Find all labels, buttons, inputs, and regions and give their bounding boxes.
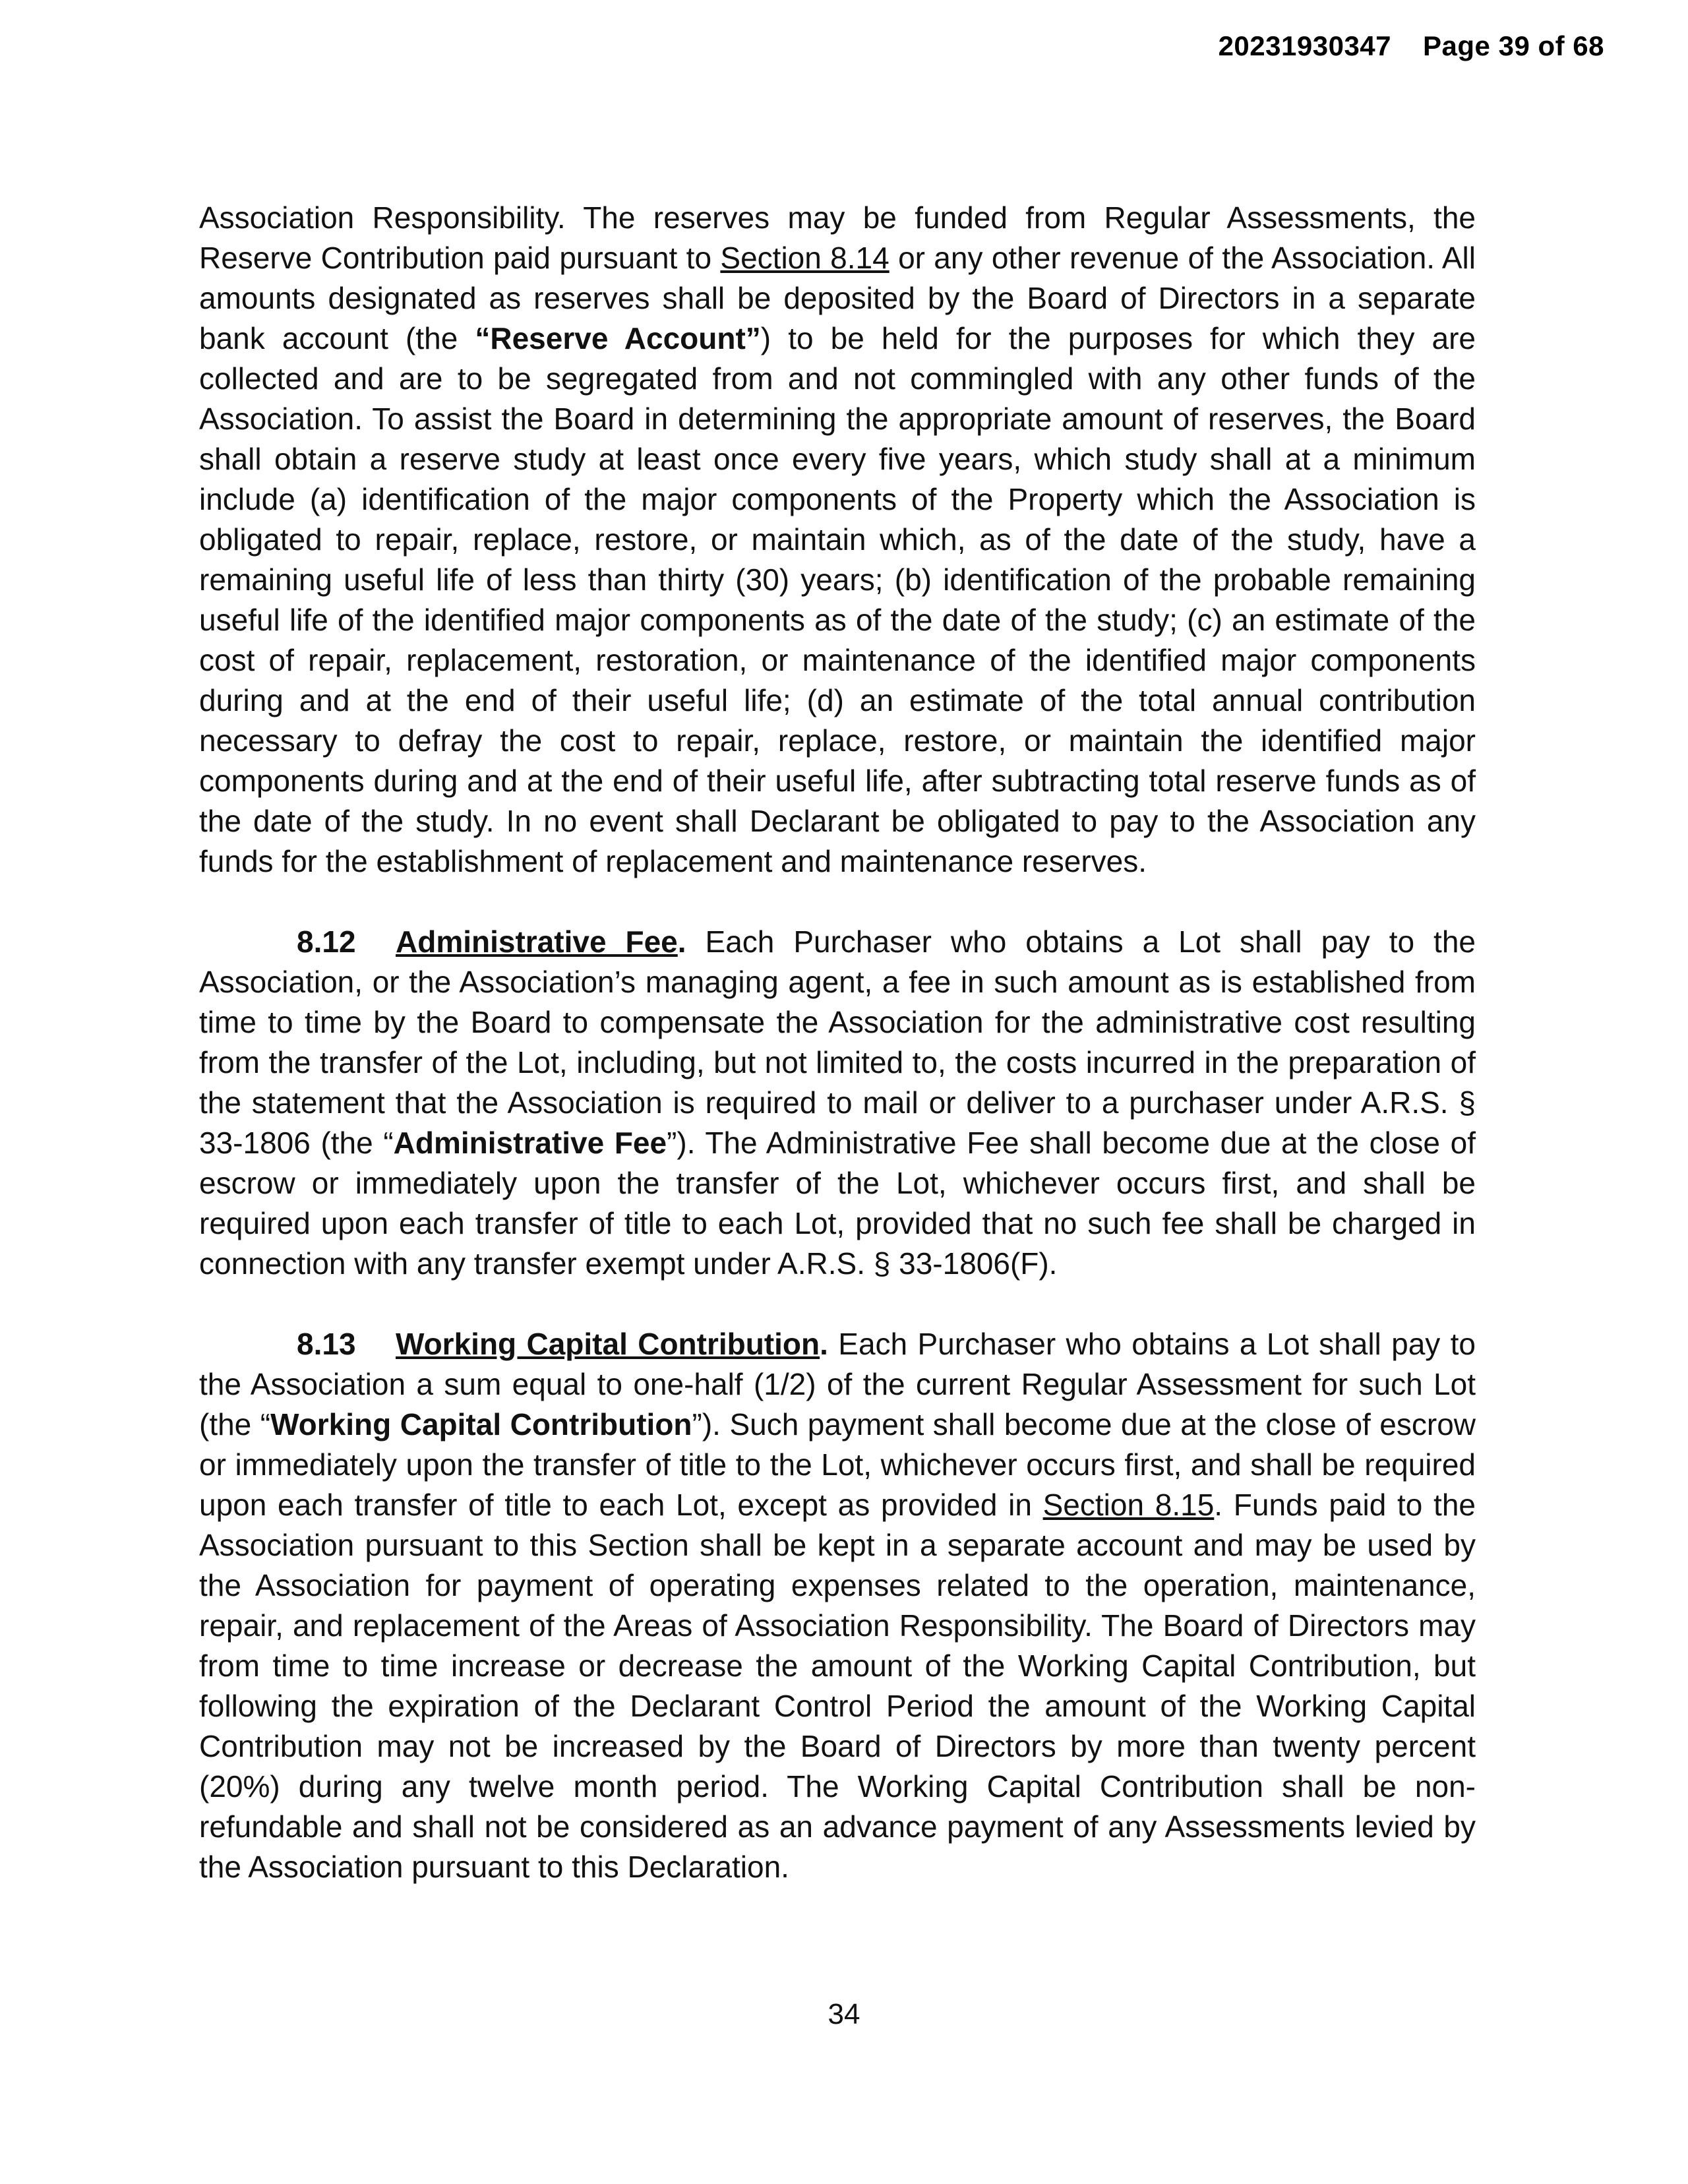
page-header	[1219, 30, 1604, 62]
section-8-13-paragraph	[199, 1324, 1476, 1887]
defined-term: Working Capital Contribution	[270, 1407, 692, 1441]
text-run: ”). The Administrative Fee shall become due at the close of escrow or immediately upon the transfer of the Lot, whichever occurs first, and shall be required upon each transfer of title to each Lot, provided that no such fee shall be charged in connection with any transfer exempt under A.R.S. § 33-1806(F).	[199, 1126, 1476, 1281]
section-title-punct: .	[820, 1327, 828, 1361]
text-run: Each Purchaser who obtains a Lot shall pay to the Association, or the Association’s managing agent, a fee in such amount as is established from time to time by the Board to compensate the Association for the administrative cost resulting from the transfer of the Lot, including, but not limited to, the costs incurred in the preparation of the statement that the Association is required to mail or deliver to a purchaser under A.R.S. § 33-1806 (the “	[199, 925, 1476, 1160]
text-run: . Funds paid to the Association pursuant to this Section shall be kept in a separate account and may be used by the Association for payment of operating expenses related to the operation, maintenance, repair, and replacement of the Areas of Association Responsibility. The Board of Directors may from time to time increase or decrease the amount of the Working Capital Contribution, but following the expiration of the Declarant Control Period the amount of the Working Capital Contribution may not be increased by the Board of Directors by more than twenty percent (20%) during any twelve month period. The Working Capital Contribution shall be non-refundable and shall not be considered as an advance payment of any Assessments levied by the Association pursuant to this Declaration.	[199, 1488, 1476, 1884]
paragraph-reserves-continued	[199, 198, 1476, 882]
document-number: 20231930347	[1218, 30, 1392, 61]
section-8-12-paragraph	[199, 922, 1476, 1284]
page-count-label: Page 39 of 68	[1423, 30, 1604, 61]
section-reference-link[interactable]: Section 8.14	[720, 241, 889, 275]
section-title-punct: .	[677, 925, 686, 959]
text-run: Association Responsibility. The reserves may be funded from Regular Assessments, the Reserve Contribution paid pursuant to	[199, 200, 1476, 275]
document-body	[199, 198, 1476, 1887]
section-title: Working Capital Contribution	[396, 1327, 820, 1361]
section-number: 8.12	[297, 925, 356, 959]
text-run: ) to be held for the purposes for which they are collected and are to be segregated from and not commingled with any other funds of the Association. To assist the Board in determining the appropriate amount of reserves, the Board shall obtain a reserve study at least once every five years, which study shall at a minimum include (a) identification of the major components of the Property which the Association is obligated to repair, replace, restore, or maintain which, as of the date of the study, have a remaining useful life of less than thirty (30) years; (b) identification of the probable remaining useful life of the identified major components as of the date of the study; (c) an estimate of the cost of repair, replacement, restoration, or maintenance of the identified major components during and at the end of their useful life; (d) an estimate of the total annual contribution necessary to defray the cost to repair, replace, restore, or maintain the identified major components during and at the end of their useful life, after subtracting total reserve funds as of the date of the study. In no event shall Declarant be obligated to pay to the Association any funds for the establishment of replacement and maintenance reserves.	[199, 321, 1476, 878]
defined-term: “Reserve Account”	[475, 321, 761, 355]
text-run: Each Purchaser who obtains a Lot shall pay to the Association a sum equal to one-half (1/2) of the current Regular Assessment for such Lot (the “	[199, 1327, 1476, 1441]
text-run: or any other revenue of the Association. All amounts designated as reserves shall be deposited by the Board of Directors in a separate bank account (the	[199, 241, 1476, 355]
section-title: Administrative Fee	[396, 925, 678, 959]
section-reference-link[interactable]: Section 8.15	[1042, 1488, 1215, 1522]
defined-term: Administrative Fee	[393, 1126, 667, 1160]
text-run: ”). Such payment shall become due at the close of escrow or immediately upon the transfer of title to the Lot, whichever occurs first, and shall be required upon each transfer of title to each Lot, except as provided in	[199, 1407, 1476, 1522]
section-number: 8.13	[297, 1327, 356, 1361]
page-footer-number: 34	[828, 1998, 860, 2030]
